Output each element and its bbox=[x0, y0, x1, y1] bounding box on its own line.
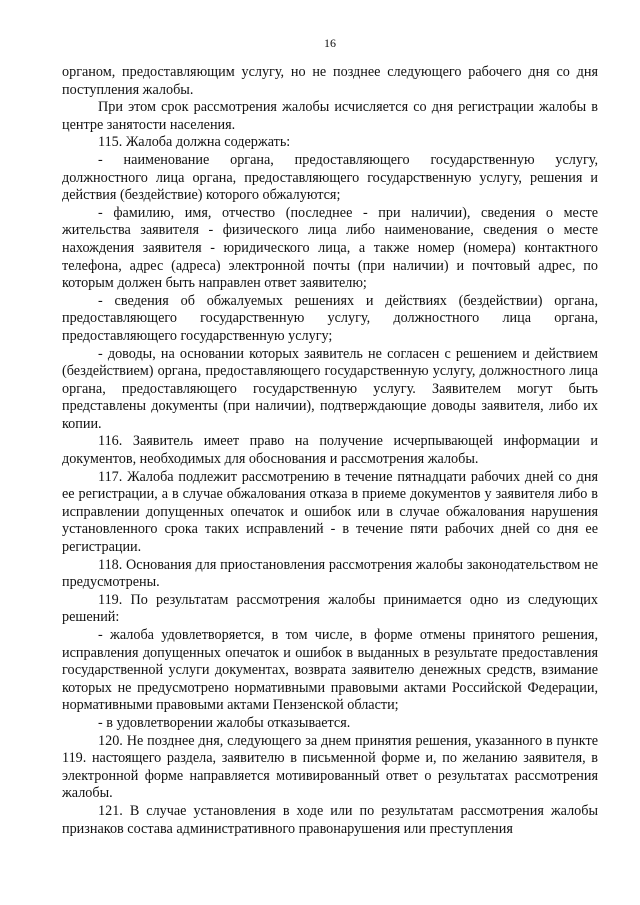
page-number: 16 bbox=[324, 36, 336, 50]
paragraph-115-item-3: - сведения об обжалуемых решениях и действиях (бездействии) органа, предоставляющего государственную услугу, должностного лица органа, предоставляющего государственную услугу; bbox=[62, 292, 598, 344]
paragraph-119-item-1: - жалоба удовлетворяется, в том числе, в форме отмены принятого решения, исправления допущенных опечаток и ошибок в выданных в результате предоставления государственной услуги документах, возврата заявителю денежных средств, взимание которых не предусмотрено нормативными правовыми актами Российской Федерации, нормативными правовыми актами Пензенской области; bbox=[62, 627, 598, 714]
document-body bbox=[62, 64, 598, 838]
paragraph-115-item-1: - наименование органа, предоставляющего государственную услугу, должностного лица органа, предоставляющего государственную услугу, решения и действия (бездействие) которого обжалуются; bbox=[62, 151, 598, 204]
paragraph-119-heading: 119. По результатам рассмотрения жалобы принимается одно из следующих решений: bbox=[62, 591, 598, 626]
paragraph-review-period: При этом срок рассмотрения жалобы исчисляется со дня регистрации жалобы в центре занятости населения. bbox=[62, 99, 598, 133]
paragraph-121: 121. В случае установления в ходе или по результатам рассмотрения жалобы признаков состава административного правонарушения или преступления bbox=[62, 802, 598, 837]
paragraph-117: 117. Жалоба подлежит рассмотрению в течение пятнадцати рабочих дней со дня ее регистрации, а в случае обжалования отказа в приеме документов у заявителя либо в исправлении допущенных опечаток и ошибок или в случае обжалования нарушения установленного срока таких исправлений - в течение пяти рабочих дней со дня ее регистрации. bbox=[62, 468, 598, 556]
paragraph-118: 118. Основания для приостановления рассмотрения жалобы законодательством не предусмотрены. bbox=[62, 556, 598, 591]
paragraph-119-item-2: - в удовлетворении жалобы отказывается. bbox=[98, 714, 351, 731]
paragraph-115-item-2: - фамилию, имя, отчество (последнее - при наличии), сведения о месте жительства заявителя - физического лица либо наименование, сведения о месте нахождения заявителя - юридического лица, а также номер (номера) контактного телефона, адрес (адреса) электронной почты (при наличии) и почтовый адрес, по которым должен быть направлен ответ заявителю; bbox=[62, 204, 598, 292]
paragraph-115-item-4: - доводы, на основании которых заявитель не согласен с решением и действием (бездействием) органа, предоставляющего государственную услугу, должностного лица органа, предоставляющего государственную услугу. Заявителем могут быть представлены документы (при наличии), подтверждающие доводы заявителя, либо их копии. bbox=[62, 345, 598, 432]
document-page bbox=[62, 0, 598, 905]
paragraph-120: 120. Не позднее дня, следующего за днем принятия решения, указанного в пункте 119. настоящего раздела, заявителю в письменной форме и, по желанию заявителя, в электронной форме направляется мотивированный ответ о результатах рассмотрения жалобы. bbox=[62, 732, 598, 802]
paragraph-continuation: органом, предоставляющим услугу, но не позднее следующего рабочего дня со дня поступления жалобы. bbox=[62, 64, 598, 98]
paragraph-115-heading: 115. Жалоба должна содержать: bbox=[98, 134, 291, 151]
paragraph-116: 116. Заявитель имеет право на получение исчерпывающей информации и документов, необходимых для обоснования и рассмотрения жалобы. bbox=[62, 433, 598, 468]
